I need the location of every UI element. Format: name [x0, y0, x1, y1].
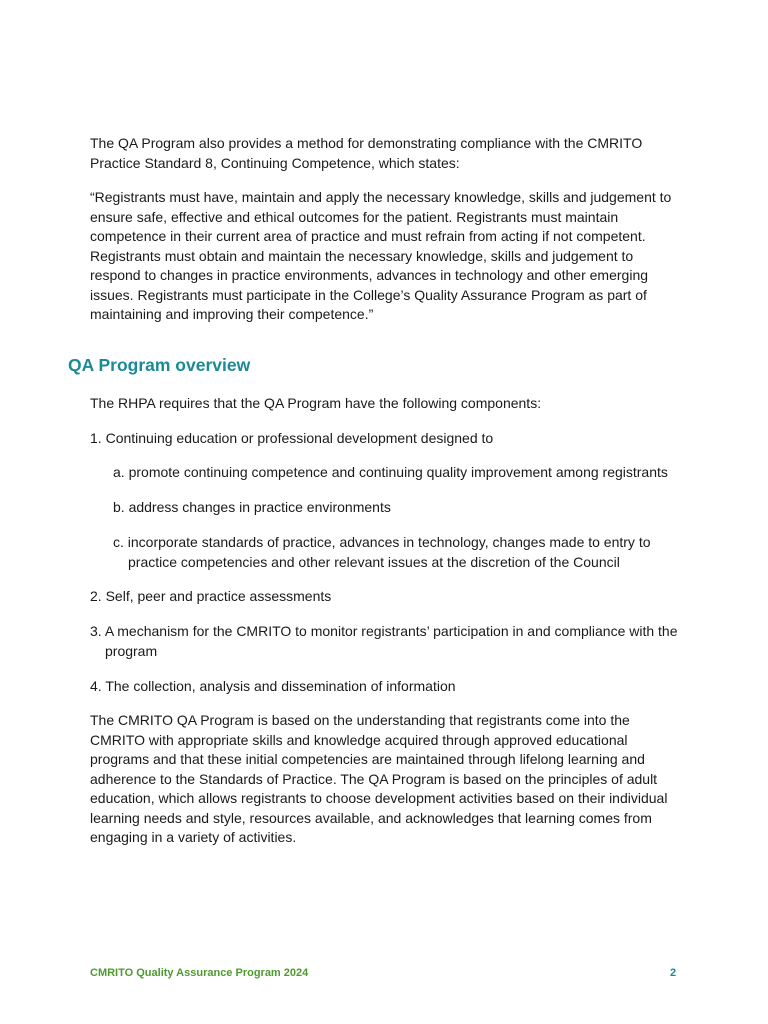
- list-text: address changes in practice environments: [128, 499, 391, 515]
- list-text: A mechanism for the CMRITO to monitor registrants’ participation in and compliance with the program: [104, 623, 678, 659]
- sub-list-item: [113, 533, 683, 572]
- list-letter: c.: [113, 534, 124, 550]
- sub-list-item: [113, 498, 683, 518]
- section-heading: QA Program overview: [68, 355, 251, 375]
- intro-paragraph: The QA Program also provides a method for demonstrating compliance with the CMRITO Practice Standard 8, Continuing Competence, which states:: [90, 135, 643, 171]
- list-text: incorporate standards of practice, advances in technology, changes made to entry to practice competencies and other relevant issues at the discretion of the Council: [127, 534, 651, 570]
- list-letter: a.: [113, 464, 125, 480]
- page-number: 2: [670, 967, 677, 979]
- list-text: Self, peer and practice assessments: [105, 588, 332, 604]
- list-number: 1.: [90, 430, 102, 446]
- list-item: [90, 622, 680, 661]
- list-item: [90, 677, 680, 697]
- list-text: The collection, analysis and dissemination of information: [105, 678, 456, 694]
- list-text: Continuing education or professional development designed to: [105, 430, 494, 446]
- list-text: promote continuing competence and continuing quality improvement among registrants: [128, 464, 668, 480]
- standard-quote: “Registrants must have, maintain and apply the necessary knowledge, skills and judgement to ensure safe, effective and ethical outcomes for the patient. Registrants must maintain competence in their current area of practice and must refrain from acting if not competent. Registrants must obtain and maintain the necessary knowledge, skills and judgement to respond to changes in practice environments, advances in technology and other emerging issues. Registrants must participate in the College’s Quality Assurance Program as part of maintaining and improving their competence.”: [90, 189, 672, 322]
- footer-title: CMRITO Quality Assurance Program 2024: [90, 967, 309, 979]
- list-letter: b.: [113, 499, 125, 515]
- list-number: 2.: [90, 588, 102, 604]
- list-item: [90, 429, 680, 449]
- list-number: 4.: [90, 678, 102, 694]
- closing-paragraph: The CMRITO QA Program is based on the understanding that registrants come into the CMRITO with appropriate skills and knowledge acquired through approved educational programs and that these initial competencies are maintained through lifelong learning and adherence to the Standards of Practice. The QA Program is based on the principles of adult education, which allows registrants to choose development activities based on their individual learning needs and style, resources available, and acknowledges that learning comes from engaging in a variety of activities.: [90, 712, 668, 845]
- overview-lead: The RHPA requires that the QA Program have the following components:: [90, 395, 542, 411]
- list-number: 3.: [90, 623, 102, 639]
- sub-list-item: [113, 463, 683, 483]
- list-item: [90, 587, 680, 607]
